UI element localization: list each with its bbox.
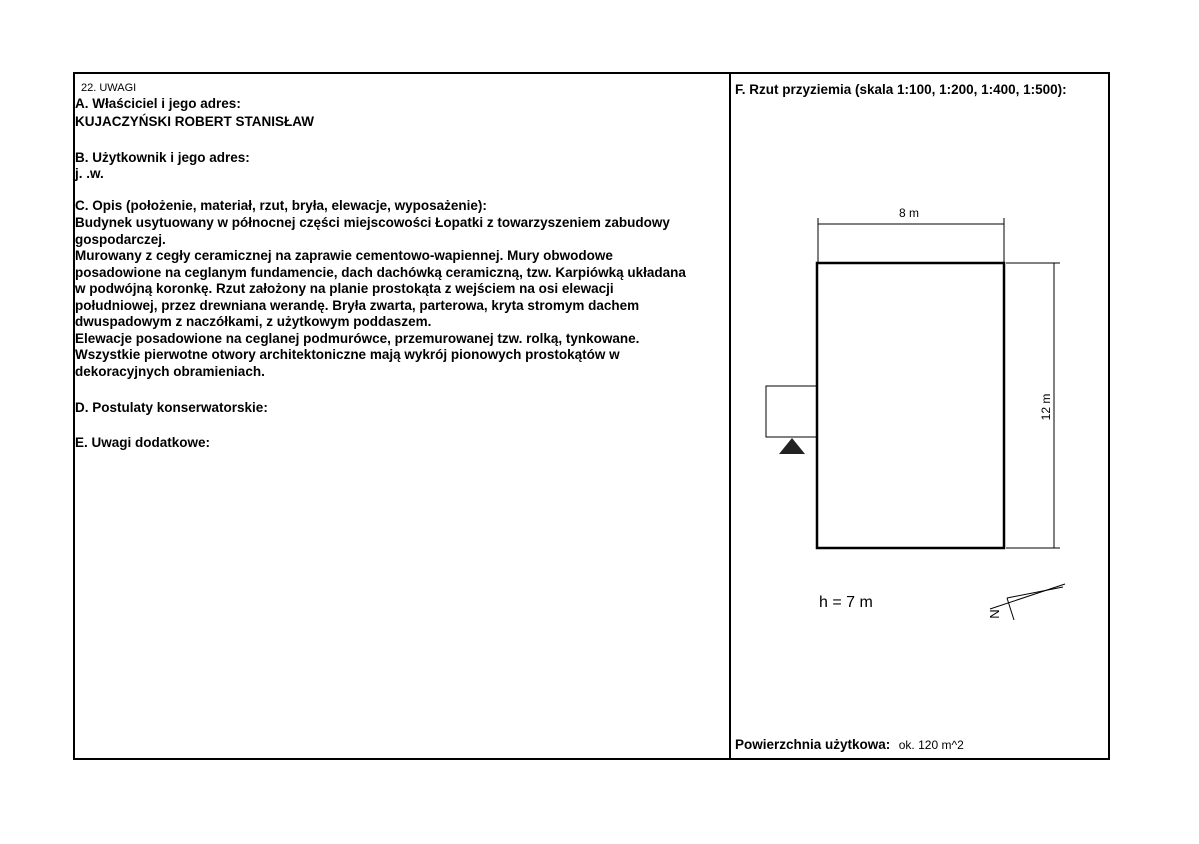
length-label: 12 m [1039, 393, 1053, 421]
building-outline [817, 263, 1004, 548]
description-line: Elewacje posadowione na ceglanej podmurówce, przemurowanej tzw. rolką, tynkowane. [75, 330, 640, 346]
usable-area [735, 736, 964, 754]
veranda-outline [766, 386, 817, 437]
entrance-arrow-icon [779, 438, 805, 454]
usable-area-value: ok. 120 m^2 [898, 738, 964, 752]
width-label: 8 m [898, 206, 920, 220]
ground-plan-title: F. Rzut przyziemia (skala 1:100, 1:200, 1:400, 1:500): [735, 82, 1067, 97]
usable-area-label: Powierzchnia użytkowa: [735, 737, 891, 752]
description-line: dwuspadowym z naczółkami, z użytkowym poddaszem. [75, 314, 432, 329]
north-label: N [987, 609, 1002, 619]
ground-plan-panel [731, 74, 1108, 758]
conservation-heading: D. Postulaty konserwatorskie: [75, 400, 268, 415]
description-line: południowej, przez drewniana werandę. Bryła zwarta, parterowa, kryta stromym dachem [75, 297, 640, 313]
north-arrow-line [990, 584, 1065, 609]
description-line: gospodarczej. [75, 231, 166, 247]
description-line: Wszystkie pierwotne otwory architektoniczne mają wykrój pionowych prostokątów w [75, 347, 620, 362]
description-heading: C. Opis (położenie, materiał, rzut, bryła, elewacje, wyposażenie): [75, 198, 487, 213]
owner-value: KUJACZYŃSKI ROBERT STANISŁAW [75, 114, 315, 129]
section-number: 22. UWAGI [81, 82, 137, 94]
ground-plan-drawing [731, 74, 1108, 758]
description-line: w podwójną koronkę. Rzut założony na planie prostokąta z wejściem na osi elewacji [75, 281, 614, 296]
remarks-heading: E. Uwagi dodatkowe: [75, 435, 211, 450]
height-label: h = 7 m [819, 594, 873, 611]
description-line: posadowione na ceglanym fundamencie, dach dachówką ceramiczną, tzw. Karpiówką układana [75, 264, 686, 280]
north-arrow-line-2 [1007, 587, 1063, 598]
owner-heading: A. Właściciel i jego adres: [75, 96, 241, 111]
user-value: j. .w. [75, 166, 104, 181]
description-line: Budynek usytuowany w północnej części miejscowości Łopatki z towarzyszeniem zabudowy [75, 215, 670, 230]
description-line: dekoracyjnych obramieniach. [75, 363, 265, 379]
remarks-panel [75, 74, 727, 758]
description-line: Murowany z cegły ceramicznej na zaprawie cementowo-wapiennej. Mury obwodowe [75, 248, 613, 263]
user-heading: B. Użytkownik i jego adres: [75, 150, 250, 165]
